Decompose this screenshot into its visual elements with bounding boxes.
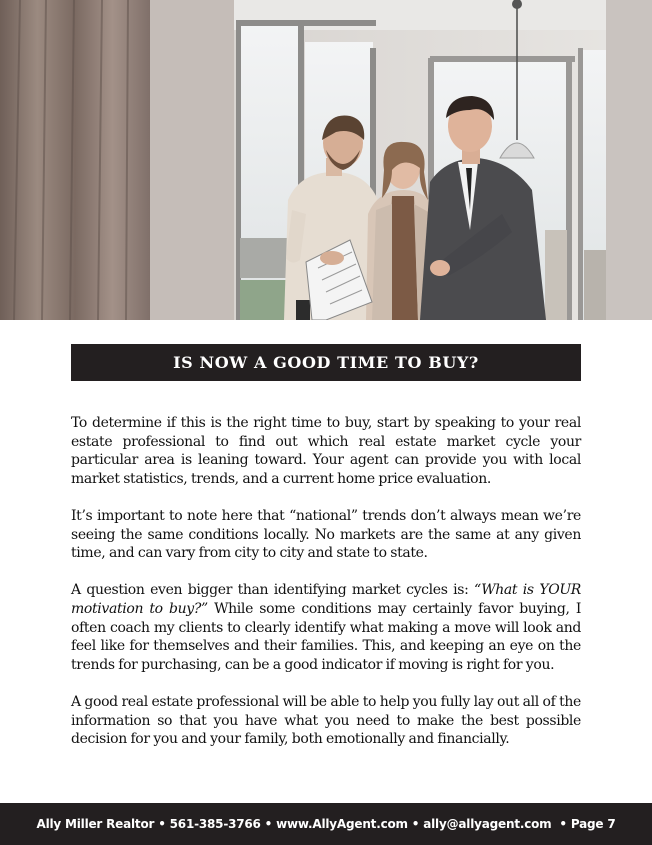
paragraph-3-rest: While some conditions may certainly favor buying, I often coach my clients to clearly identify what making a move will look and feel like for themselves and their families. This, and keeping an eye on the trends for purchasing, can be a good indicator if moving is right for you.: [71, 600, 581, 673]
section-heading-banner: [71, 344, 581, 381]
paragraph-3-lead: A question even bigger than identifying market cycles is:: [71, 582, 475, 599]
paragraph-3: [71, 581, 581, 674]
page-footer: [0, 803, 652, 845]
hero-illustration: [0, 0, 652, 320]
paragraph-3-emphasis: “What is YOUR motivation to buy?”: [71, 582, 581, 617]
paragraph-4: A good real estate professional will be able to help you fully lay out all of the information so that you have what you need to make the best possible decision for you and your family, both emotionally and financially.: [71, 693, 581, 748]
hero-photo: [0, 0, 652, 320]
curtain: [0, 0, 234, 320]
section-title: IS NOW A GOOD TIME TO BUY?: [173, 352, 479, 372]
footer-contact-line: Ally Miller Realtor • 561-385-3766 • www.AllyAgent.com • ally@allyagent.com • Page 7: [36, 817, 616, 831]
paragraph-1: To determine if this is the right time to buy, start by speaking to your real estate professional to find out which real estate market cycle your particular area is leaning toward. Your agent can provide you with local market statistics, trends, and a current home price evaluation.: [71, 415, 581, 487]
right-wall: [606, 0, 652, 320]
paragraph-2: It’s important to note here that “national” trends don’t always mean we’re seeing the same conditions locally. No markets are the same at any given time, and can vary from city to city and state to state.: [71, 507, 581, 562]
article-body: [71, 414, 581, 749]
